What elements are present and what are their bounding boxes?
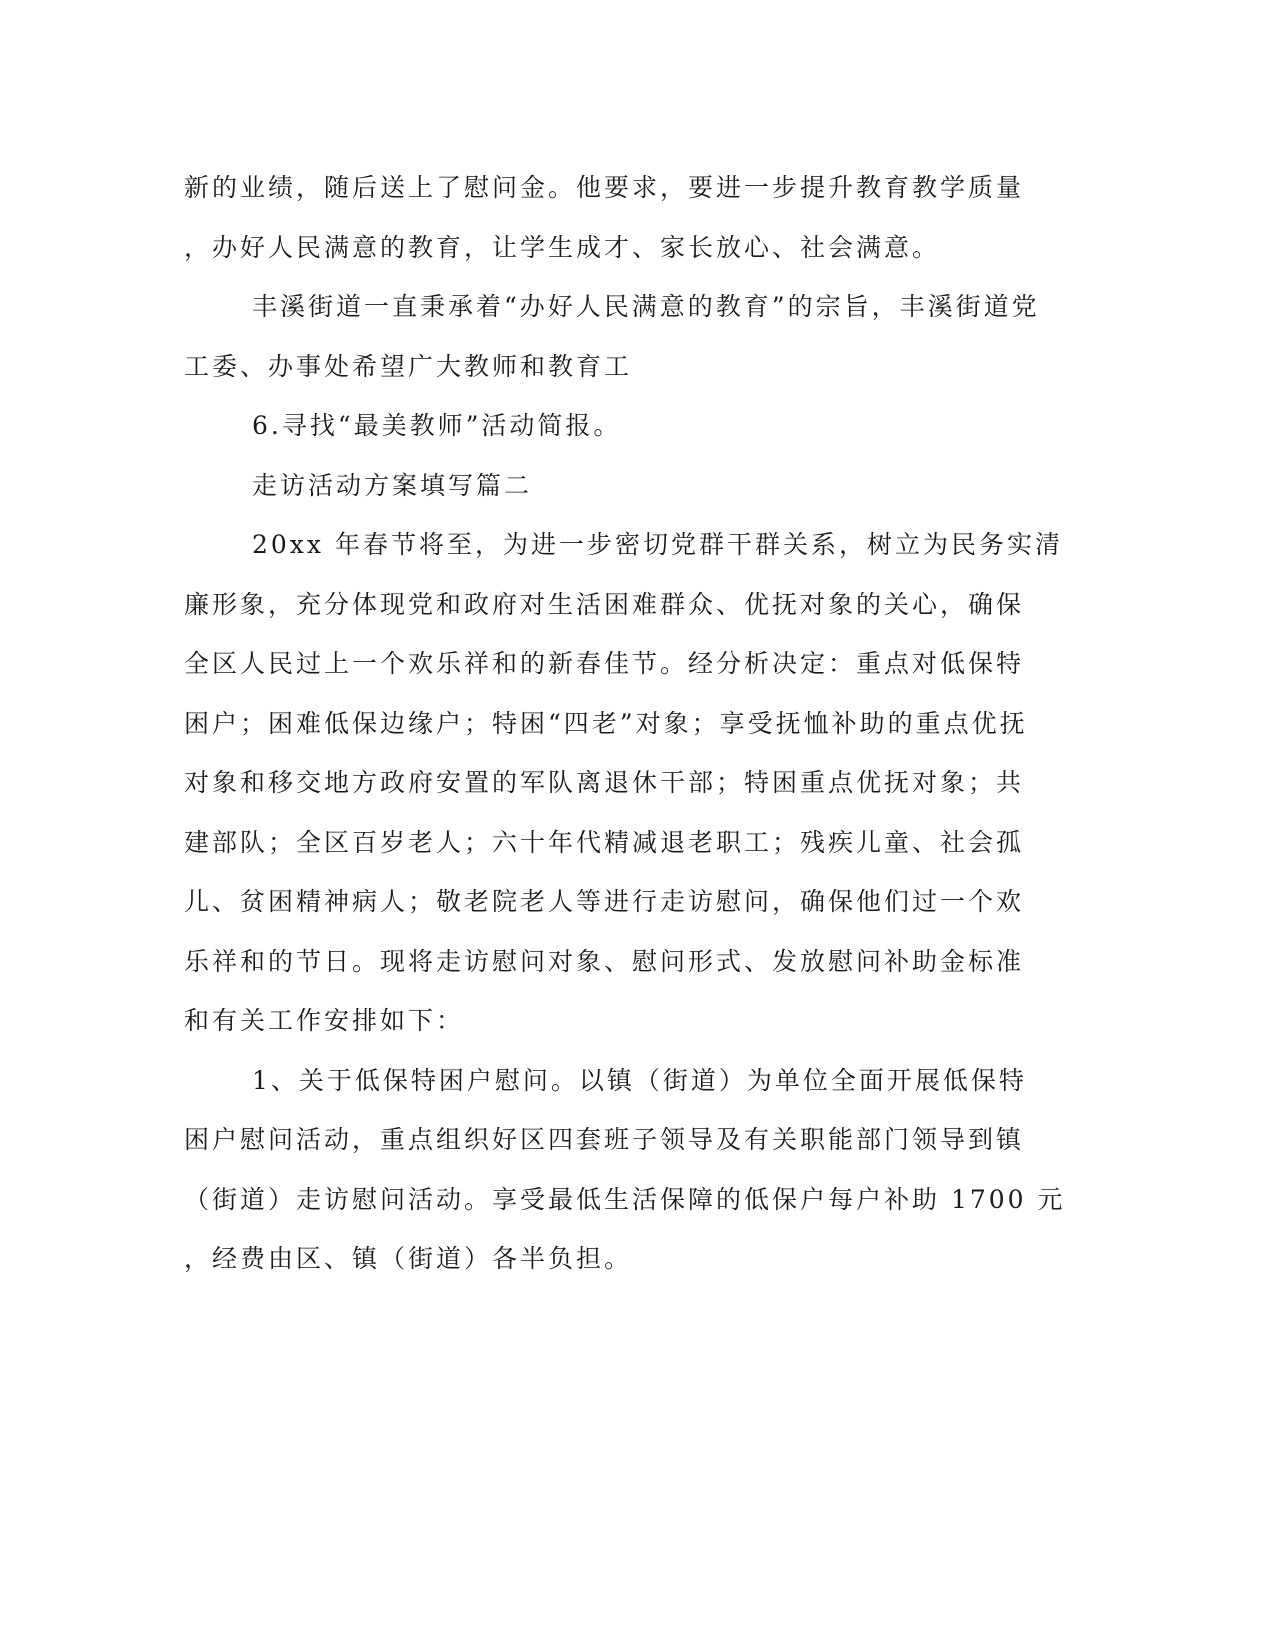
text-line: 廉形象，充分体现党和政府对生活困难群众、优抚对象的关心，确保: [184, 589, 1025, 619]
document-body: [184, 158, 1064, 1289]
paragraph-start-line: 1、关于低保特困户慰问。以镇（街道）为单位全面开展低保特: [252, 1065, 1027, 1095]
text-line: 儿、贫困精神病人；敬老院老人等进行走访慰问，确保他们过一个欢: [184, 887, 1025, 916]
text-line: ，经费由区、镇（街道）各半负担。: [184, 1244, 633, 1273]
text-line: 新的业绩，随后送上了慰问金。他要求，要进一步提升教育教学质量: [184, 173, 1025, 202]
section-heading: 走访活动方案填写篇二: [252, 470, 533, 500]
paragraph-start-line: 20xx 年春节将至，为进一步密切党群干群关系，树立为民务实清: [252, 530, 1063, 559]
list-item-line: 6.寻找“最美教师”活动简报。: [252, 411, 622, 440]
text-line: 困户；困难低保边缘户；特困“四老”对象；享受抚恤补助的重点优抚: [184, 708, 1028, 738]
text-line: ，办好人民满意的教育，让学生成才、家长放心、社会满意。: [184, 232, 941, 262]
text-line: 乐祥和的节日。现将走访慰问对象、慰问形式、发放慰问补助金标准: [184, 946, 1025, 976]
text-line: 全区人民过上一个欢乐祥和的新春佳节。经分析决定：重点对低保特: [184, 649, 1025, 678]
text-line: 和有关工作安排如下：: [184, 1006, 465, 1035]
text-line: 对象和移交地方政府安置的军队离退休干部；特困重点优抚对象；共: [184, 768, 1025, 797]
text-line: （街道）走访慰问活动。享受最低生活保障的低保户每户补助 1700 元: [184, 1184, 1066, 1214]
text-line: 困户慰问活动，重点组织好区四套班子领导及有关职能部门领导到镇: [184, 1125, 1025, 1154]
text-line: 工委、办事处希望广大教师和教育工: [184, 351, 633, 381]
text-line: 建部队；全区百岁老人；六十年代精减退老职工；残疾儿童、社会孤: [184, 827, 1025, 857]
paragraph-start-line: 丰溪街道一直秉承着“办好人民满意的教育”的宗旨，丰溪街道党: [252, 292, 1040, 321]
